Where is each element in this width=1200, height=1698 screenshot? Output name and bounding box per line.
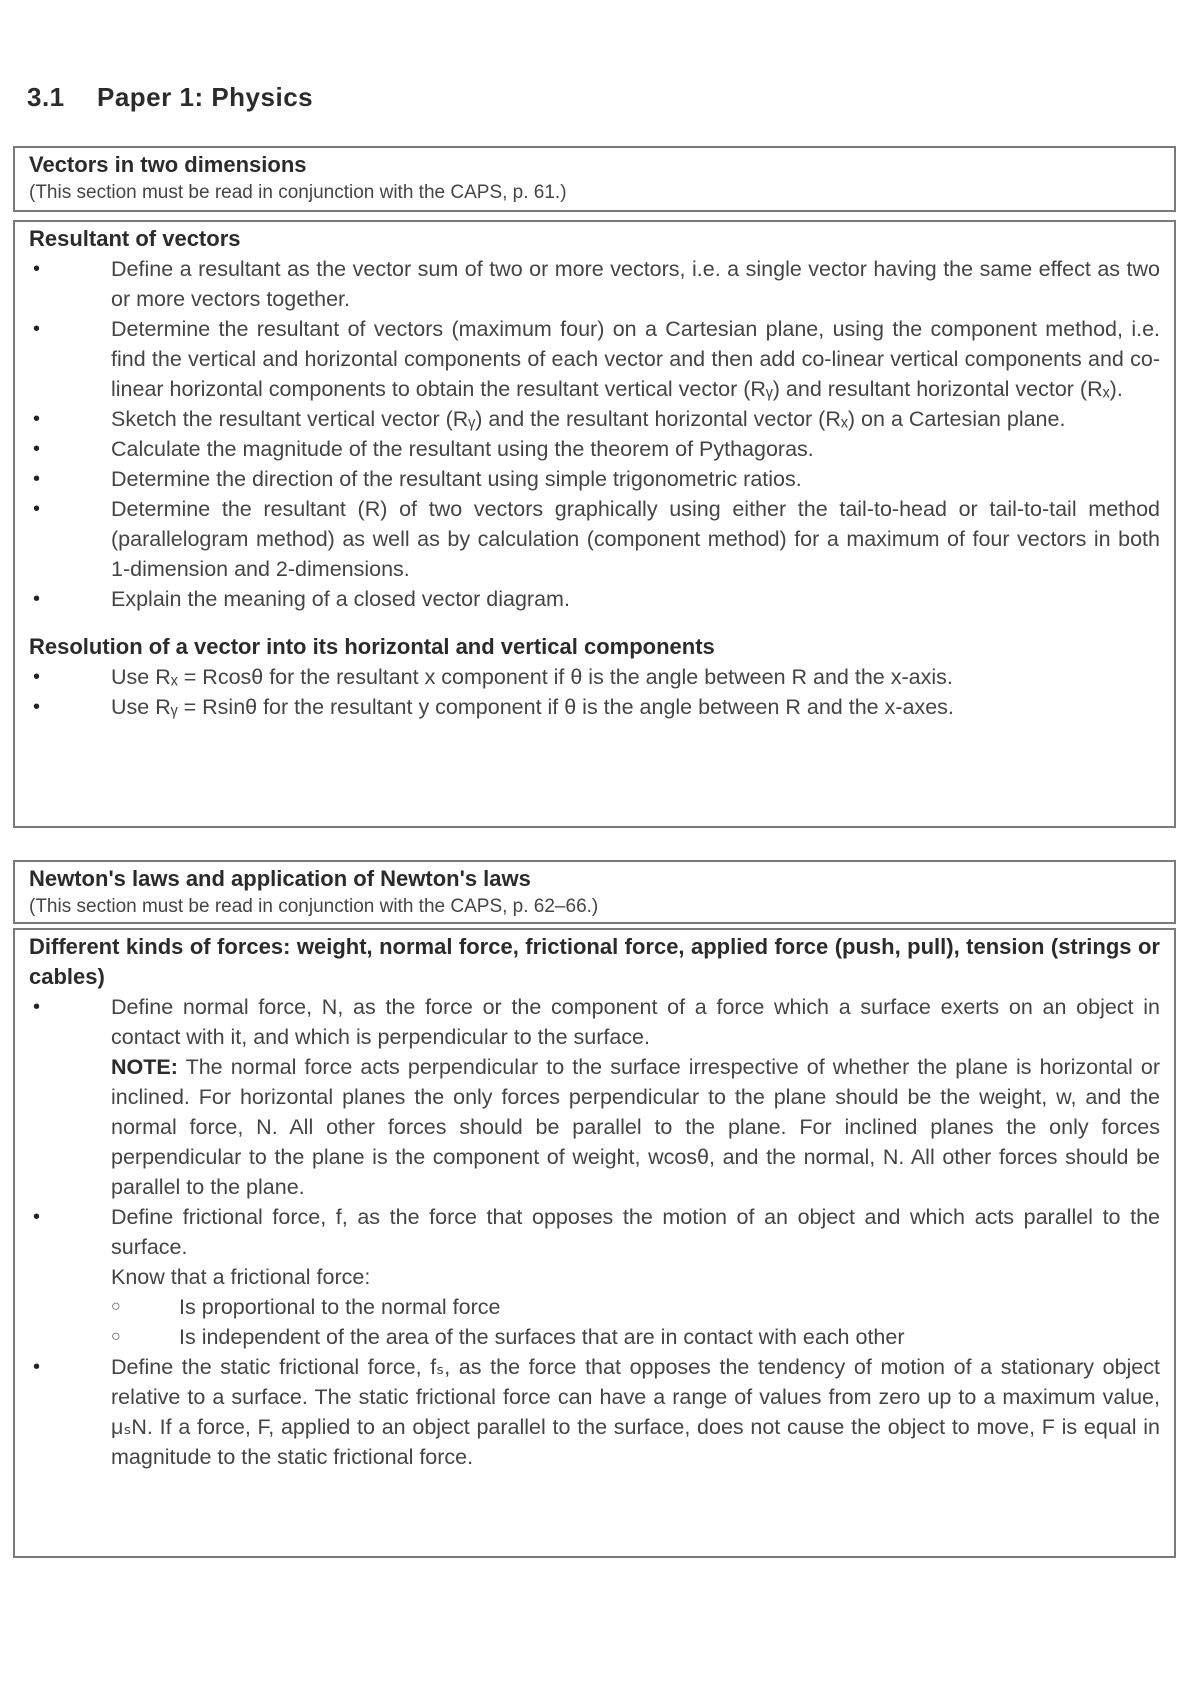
newton-header-box <box>13 860 1176 924</box>
friction-definition: • Define frictional force, f, as the force that opposes the motion of an object and which acts parallel to the surface. <box>111 1205 1160 1259</box>
newton-header-title: Newton's laws and application of Newton's laws <box>29 866 531 891</box>
list-item <box>29 1202 1160 1352</box>
normal-force-note <box>111 1052 1160 1202</box>
resolution-heading: Resolution of a vector into its horizontal and vertical components <box>29 634 715 659</box>
friction-know: Know that a frictional force: <box>111 1265 371 1289</box>
vectors-content-box <box>13 220 1176 828</box>
list-item: • Use Rᵧ = Rsinθ for the resultant y component if θ is the angle between R and the x-axes. <box>29 692 1160 722</box>
vectors-header-note: (This section must be read in conjunction with the CAPS, p. 61.) <box>29 182 567 203</box>
list-item: • Use Rₓ = Rcosθ for the resultant x component if θ is the angle between R and the x-axis. <box>29 662 1160 692</box>
normal-force-definition: • Define normal force, N, as the force or the component of a force which a surface exerts on an object in contact with it, and which is perpendicular to the surface. <box>111 995 1160 1049</box>
section-title <box>27 82 313 113</box>
list-item: • Determine the direction of the resultant using simple trigonometric ratios. <box>29 464 1160 494</box>
section-name: Paper 1: Physics <box>97 82 314 112</box>
resultant-list <box>29 254 1160 614</box>
sub-list-item: ○ Is proportional to the normal force <box>111 1292 1160 1322</box>
resultant-heading: Resultant of vectors <box>29 226 241 251</box>
list-item: • Sketch the resultant vertical vector (Rᵧ) and the resultant horizontal vector (Rₓ) on a Cartesian plane. <box>29 404 1160 434</box>
sub-list-item: ○ Is independent of the area of the surfaces that are in contact with each other <box>111 1322 1160 1352</box>
friction-sublist <box>111 1292 1160 1352</box>
list-item: • Explain the meaning of a closed vector diagram. <box>29 584 1160 614</box>
forces-list <box>29 992 1160 1472</box>
note-text: The normal force acts perpendicular to the surface irrespective of whether the plane is horizontal or inclined. For horizontal planes the only forces perpendicular to the plane should be the weight, w, and the normal force, N. All other forces should be parallel to the plane. For inclined planes the only forces perpendicular to the plane is the component of weight, wcosθ, and the normal, N. All other forces should be parallel to the plane. <box>111 1055 1160 1199</box>
resolution-list <box>29 662 1160 722</box>
list-item <box>29 992 1160 1202</box>
newton-header-note: (This section must be read in conjunction with the CAPS, p. 62–66.) <box>29 896 599 917</box>
vectors-header-box <box>13 146 1176 212</box>
list-item: • Define a resultant as the vector sum of two or more vectors, i.e. a single vector having the same effect as two or more vectors together. <box>29 254 1160 314</box>
note-label: NOTE: <box>111 1055 178 1079</box>
list-item: • Determine the resultant (R) of two vectors graphically using either the tail-to-head or tail-to-tail method (parallelogram method) as well as by calculation (component method) for a maximum of four vectors in both 1-dimension and 2-dimensions. <box>29 494 1160 584</box>
forces-heading: Different kinds of forces: weight, normal force, frictional force, applied force (push, pull), tension (strings or cables) <box>29 934 1160 989</box>
list-item: • Define the static frictional force, fₛ, as the force that opposes the tendency of motion of a stationary object relative to a surface. The static frictional force can have a range of values from zero up to a maximum value, μₛN. If a force, F, applied to an object parallel to the surface, does not cause the object to move, F is equal in magnitude to the static frictional force. <box>29 1352 1160 1472</box>
section-number: 3.1 <box>27 82 65 112</box>
newton-content-box <box>13 928 1176 1558</box>
vectors-header-title: Vectors in two dimensions <box>29 152 307 177</box>
list-item: • Determine the resultant of vectors (maximum four) on a Cartesian plane, using the component method, i.e. find the vertical and horizontal components of each vector and then add co-linear vertical components and co-linear horizontal components to obtain the resultant vertical vector (Rᵧ) and resultant horizontal vector (Rₓ). <box>29 314 1160 404</box>
list-item: • Calculate the magnitude of the resultant using the theorem of Pythagoras. <box>29 434 1160 464</box>
